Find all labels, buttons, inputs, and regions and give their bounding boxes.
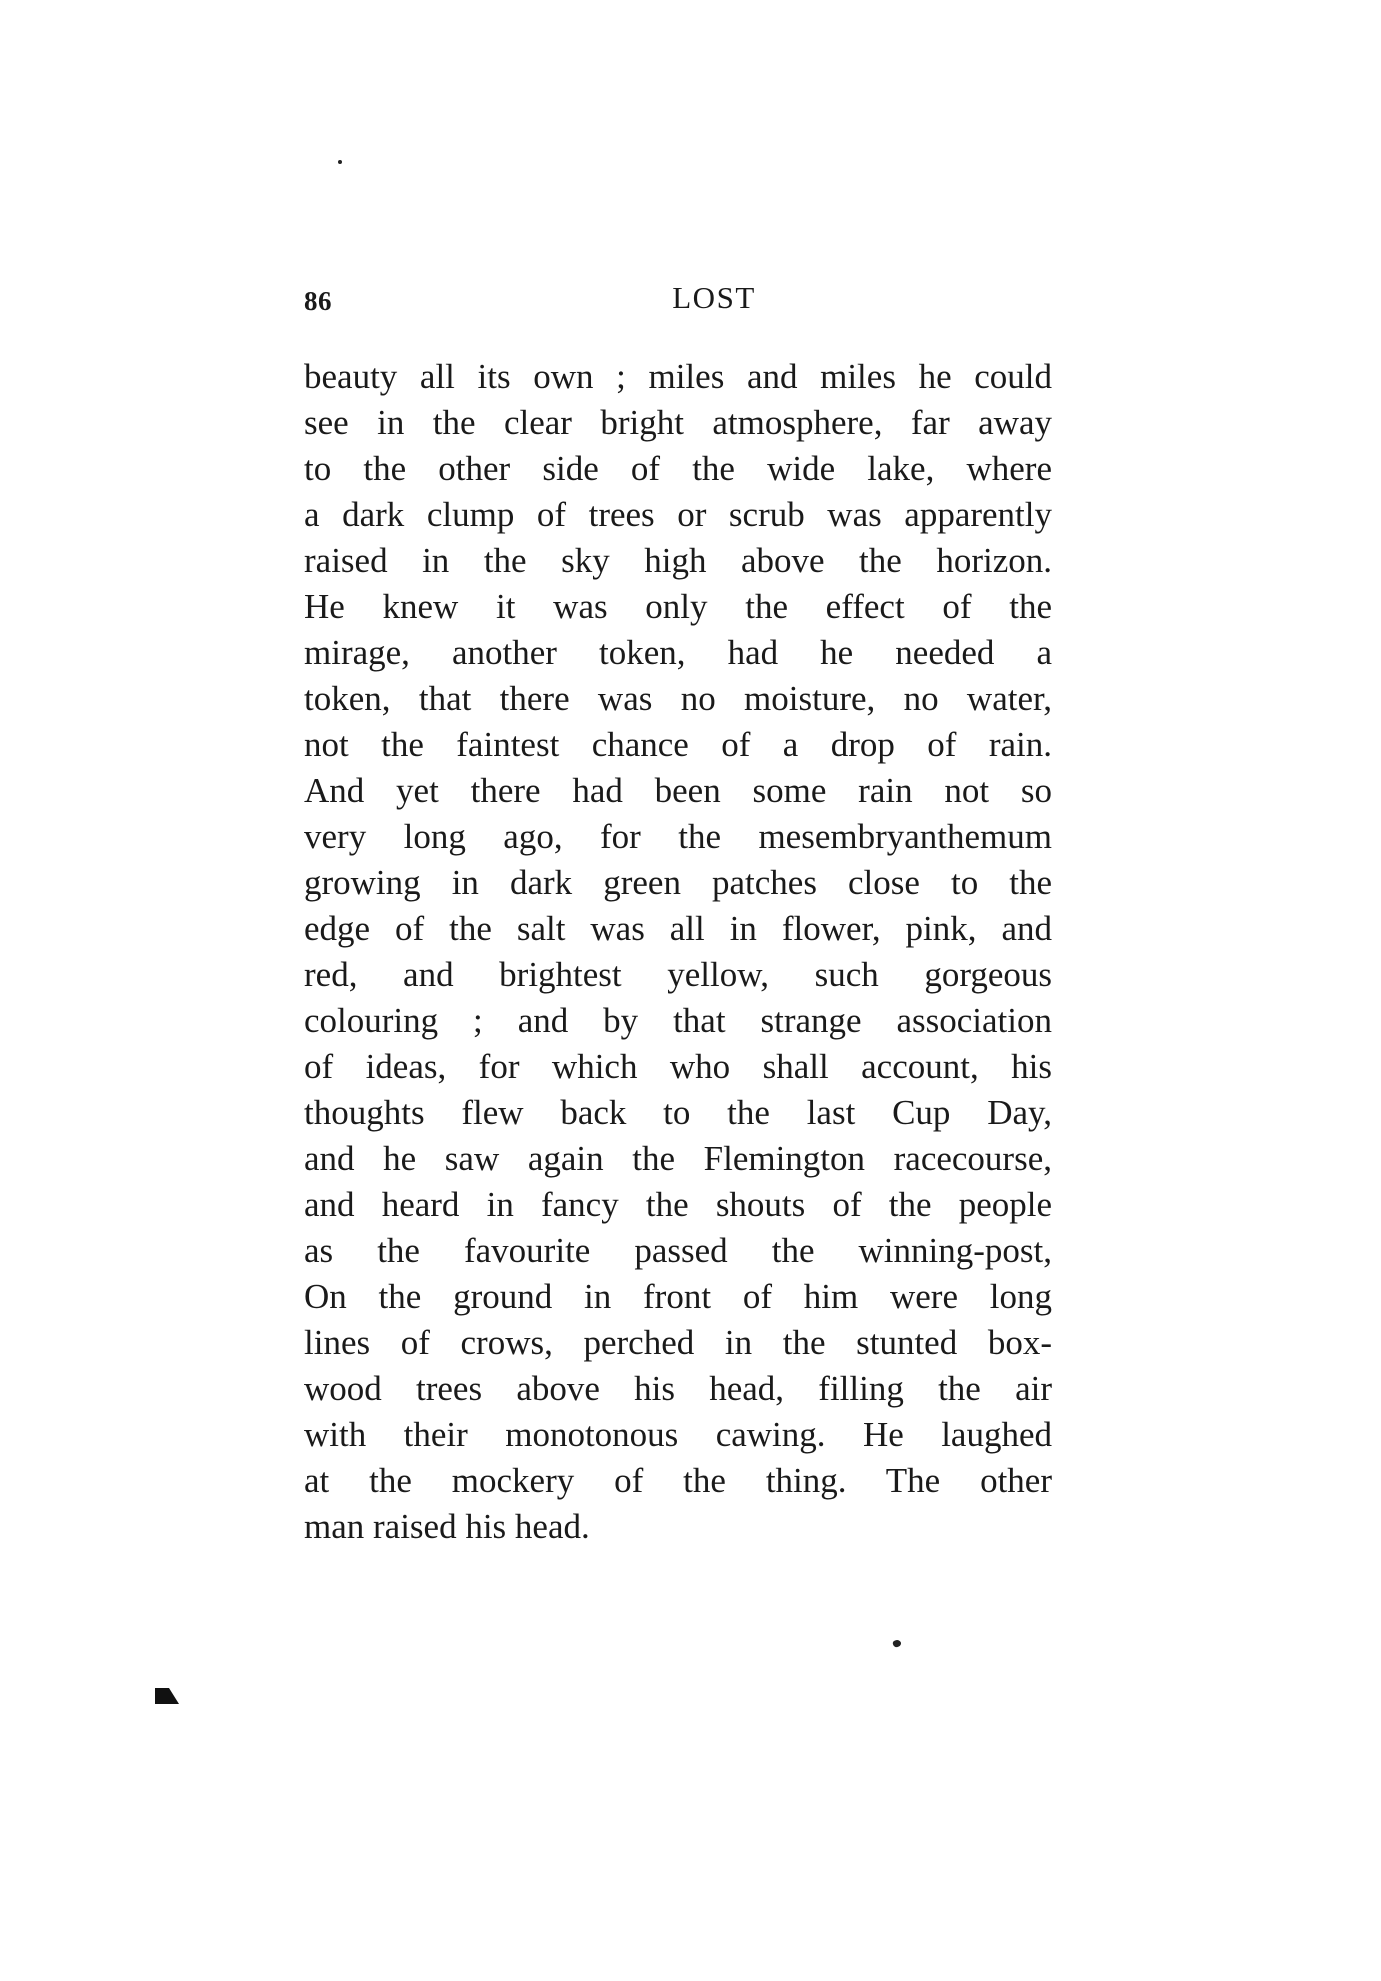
text-line: not the faintest chance of a drop of rain.	[304, 725, 1052, 764]
text-line: beauty all its own ; miles and miles he could	[304, 357, 1052, 396]
text-line: colouring ; and by that strange association	[304, 1001, 1052, 1040]
text-line: On the ground in front of him were long	[304, 1277, 1052, 1316]
page-title: LOST	[672, 280, 756, 315]
text-line: and heard in fancy the shouts of the people	[304, 1185, 1052, 1224]
text-line: red, and brightest yellow, such gorgeous	[304, 955, 1052, 994]
text-line: He knew it was only the effect of the	[304, 587, 1052, 626]
text-line: with their monotonous cawing. He laughed	[304, 1415, 1052, 1454]
running-head	[304, 280, 1054, 324]
text-line: to the other side of the wide lake, where	[304, 449, 1052, 488]
text-line: lines of crows, perched in the stunted box-	[304, 1323, 1052, 1362]
text-line: and he saw again the Flemington racecourse,	[304, 1139, 1052, 1178]
text-line: of ideas, for which who shall account, his	[304, 1047, 1052, 1086]
text-line: wood trees above his head, filling the air	[304, 1369, 1052, 1408]
text-line: raised in the sky high above the horizon.	[304, 541, 1052, 580]
body-text	[304, 354, 1052, 1550]
text-line: token, that there was no moisture, no water,	[304, 679, 1052, 718]
text-line: mirage, another token, had he needed a	[304, 633, 1052, 672]
text-line: edge of the salt was all in flower, pink, and	[304, 909, 1052, 948]
text-line: a dark clump of trees or scrub was apparently	[304, 495, 1052, 534]
page-number: 86	[304, 286, 332, 316]
text-line: very long ago, for the mesembryanthemum	[304, 817, 1052, 856]
text-line: thoughts flew back to the last Cup Day,	[304, 1093, 1052, 1132]
text-line: at the mockery of the thing. The other	[304, 1461, 1052, 1500]
ink-speck	[892, 1639, 902, 1648]
text-line: man raised his head.	[304, 1507, 590, 1546]
scan-mark	[155, 1688, 179, 1704]
text-line: as the favourite passed the winning-post,	[304, 1231, 1052, 1270]
text-line: And yet there had been some rain not so	[304, 771, 1052, 810]
text-line: see in the clear bright atmosphere, far away	[304, 403, 1052, 442]
ink-speck	[338, 160, 342, 164]
text-line: growing in dark green patches close to the	[304, 863, 1052, 902]
